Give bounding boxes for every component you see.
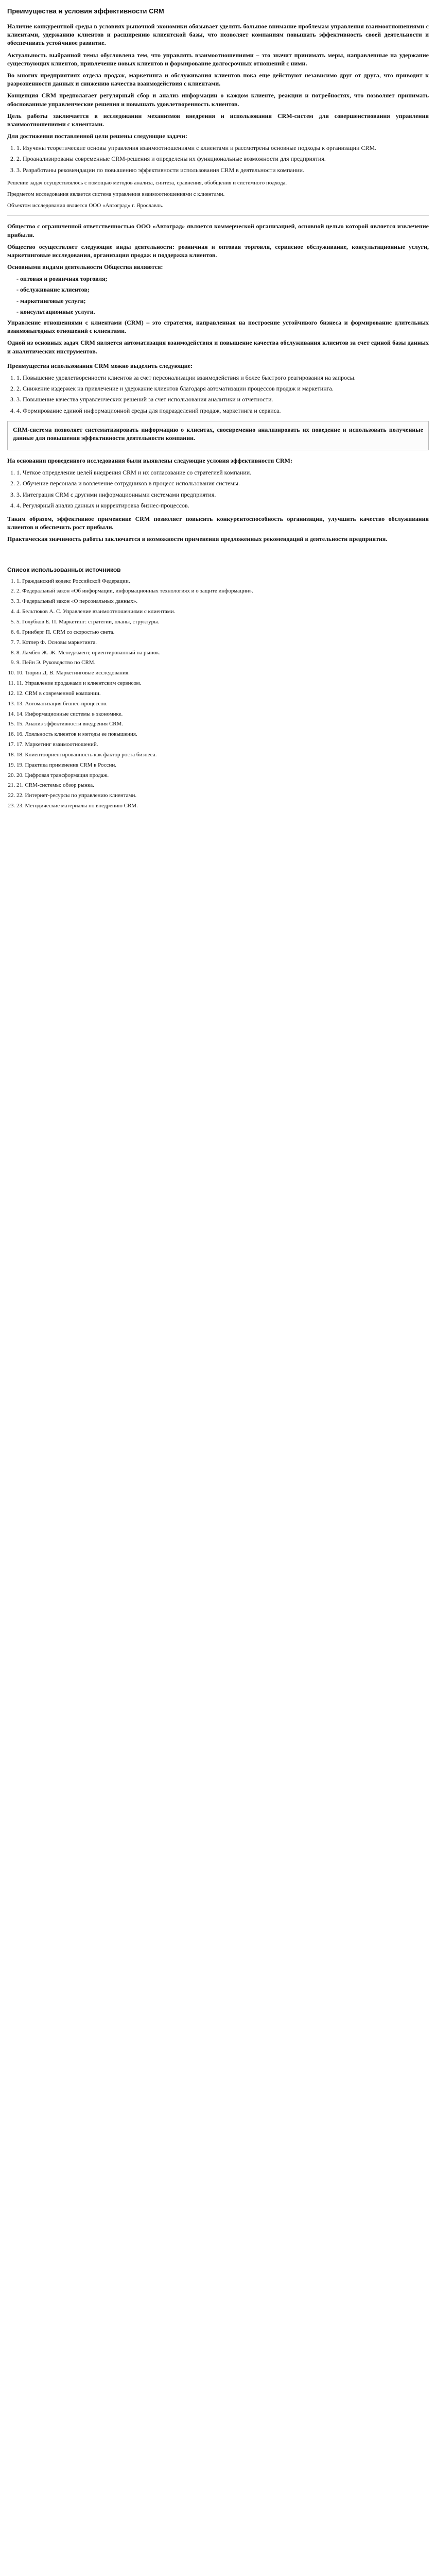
source-item-15: 15. 15. Анализ эффективности внедрения CRM. — [16, 720, 429, 728]
source-item-19: 19. 19. Практика применения CRM в России. — [16, 761, 429, 769]
source-item-13: 13. 13. Автоматизация бизнес-процессов. — [16, 700, 429, 708]
intro-paragraph-1: Наличие конкурентной среды в условиях рыночной экономики обязывает уделять большое внимание проблемам управления взаимоотношениями с клиентами, удержанию клиентов и расширению клиентской базы, что позволяет компаниям повышать эффективность своей деятельности и обеспечивать устойчивое развитие. — [7, 23, 429, 47]
source-item-16: 16. 16. Лояльность клиентов и методы ее повышения. — [16, 731, 429, 738]
efficiency-item-3: 3. 3. Интеграция CRM с другими информационными системами предприятия. — [16, 490, 429, 499]
source-item-21: 21. 21. CRM-системы: обзор рынка. — [16, 782, 429, 789]
research-object-note: Предметом исследования является система управления взаимоотношениями с клиентами. — [7, 191, 225, 197]
organization-paragraph-2: Общество осуществляет следующие виды деятельности: розничная и оптовая торговля, сервисное обслуживание, консультационные услуги, маркетинговые исследования, организация продаж и поддержка клиентов. — [7, 243, 429, 259]
sources-title: Список использованных источников — [7, 566, 121, 573]
source-item-9: 9. 9. Пейн Э. Руководство по CRM. — [16, 659, 429, 667]
source-item-20: 20. 20. Цифровая трансформация продаж. — [16, 772, 429, 779]
source-item-14: 14. 14. Информационные системы в экономике. — [16, 710, 429, 718]
organization-paragraph-1: Общество с ограниченной ответственностью ООО «Автоград» является коммерческой организацией, основной целью которой является извлечение прибыли. — [7, 223, 429, 239]
benefit-item-1: 1. 1. Повышение удовлетворенности клиентов за счет персонализации взаимодействия и более быстрого реагирования на запросы. — [16, 374, 429, 382]
task-item-3: 3. 3. Разработаны рекомендации по повышению эффективности использования CRM в деятельности компании. — [16, 166, 429, 174]
intro-paragraph-5: Цель работы заключается в исследовании механизмов внедрения и использования CRM-систем для совершенствования управления взаимоотношениями с клиентами. — [7, 112, 429, 128]
source-item-22: 22. 22. Интернет-ресурсы по управлению клиентами. — [16, 792, 429, 800]
intro-section — [7, 22, 429, 209]
methods-note: Решение задач осуществлялось с помощью методов анализа, синтеза, сравнения, обобщения и системного подхода. — [7, 179, 287, 186]
organization-section — [7, 222, 429, 355]
source-item-11: 11. 11. Управление продажами и клиентским сервисом. — [16, 680, 429, 687]
efficiency-item-1: 1. 1. Четкое определение целей внедрения CRM и их согласование со стратегией компании. — [16, 468, 429, 477]
highlight-box — [7, 421, 429, 450]
organization-activity-2: - обслуживание клиентов; — [16, 286, 90, 294]
source-item-10: 10. 10. Тюрин Д. В. Маркетинговые исследования. — [16, 669, 429, 677]
source-item-1: 1. 1. Гражданский кодекс Российской Федерации. — [16, 578, 429, 585]
highlight-text: CRM-система позволяет систематизировать информацию о клиентах, своевременно анализировать их поведение и использовать полученные данные для повышения эффективности деятельности компании. — [13, 426, 423, 442]
benefits-list — [7, 374, 429, 415]
task-item-1: 1. 1. Изучены теоретические основы управления взаимоотношениями с клиентами и рассмотрены основные подходы к организации CRM. — [16, 144, 429, 152]
efficiency-paragraph-1: Таким образом, эффективное применение CRM позволяет повысить конкурентоспособность организации, улучшить качество обслуживания клиентов и обеспечить рост прибыли. — [7, 515, 429, 531]
efficiency-intro: На основании проведенного исследования были выявлены следующие условия эффективности CRM: — [7, 457, 292, 465]
efficiency-section — [7, 456, 429, 544]
intro-paragraph-2: Актуальность выбранной темы обусловлена тем, что управлять взаимоотношениями – это значит принимать меры, направленные на удержание существующих клиентов, привлечение новых клиентов и формирование долгосрочных отношений с ними. — [7, 51, 429, 67]
organization-activity-1: - оптовая и розничная торговля; — [16, 275, 108, 283]
benefit-item-4: 4. 4. Формирование единой информационной среды для подразделений продаж, маркетинга и сервиса. — [16, 406, 429, 415]
task-item-2: 2. 2. Проанализированы современные CRM-решения и определены их функциональные возможности для предприятия. — [16, 155, 429, 163]
source-item-7: 7. 7. Котлер Ф. Основы маркетинга. — [16, 639, 429, 647]
organization-paragraph-5: Одной из основных задач CRM является автоматизация взаимодействия и повышение качества обслуживания клиентов за счет единой базы данных и аналитических инструментов. — [7, 339, 429, 355]
intro-paragraph-6: Для достижения поставленной цели решены следующие задачи: — [7, 132, 187, 140]
subject-note: Объектом исследования является ООО «Автоград» г. Ярославль. — [7, 202, 164, 209]
source-item-3: 3. 3. Федеральный закон «О персональных данных». — [16, 598, 429, 605]
source-item-6: 6. 6. Гринберг П. CRM со скоростью света. — [16, 629, 429, 636]
organization-paragraph-3: Основными видами деятельности Общества являются: — [7, 263, 163, 271]
page-title: Преимущества и условия эффективности CRM — [7, 7, 164, 15]
section-divider-1 — [7, 215, 429, 216]
efficiency-paragraph-2: Практическая значимость работы заключается в возможности применения предложенных рекомендаций в деятельности предприятия. — [7, 535, 388, 543]
benefits-intro: Преимущества использования CRM можно выделить следующие: — [7, 362, 193, 369]
bottom-spacer — [7, 812, 429, 824]
source-item-12: 12. 12. CRM в современной компании. — [16, 690, 429, 698]
source-item-8: 8. 8. Ламбен Ж.-Ж. Менеджмент, ориентированный на рынок. — [16, 649, 429, 657]
spacer-before-sources — [7, 550, 429, 558]
organization-activity-4: - консультационные услуги. — [16, 308, 95, 315]
source-item-18: 18. 18. Клиентоориентированность как фактор роста бизнеса. — [16, 751, 429, 759]
source-item-4: 4. 4. Бельтюков А. С. Управление взаимоотношениями с клиентами. — [16, 608, 429, 616]
efficiency-item-4: 4. 4. Регулярный анализ данных и корректировка бизнес-процессов. — [16, 501, 429, 510]
organization-activity-3: - маркетинговые услуги; — [16, 297, 86, 304]
organization-activities-list — [7, 275, 429, 316]
benefit-item-3: 3. 3. Повышение качества управленческих решений за счет использования аналитики и отчетности. — [16, 395, 429, 403]
organization-paragraph-4: Управление отношениями с клиентами (CRM) – это стратегия, направленная на построение устойчивого бизнеса и формирование длительных взаимовыгодных отношений с клиентами. — [7, 319, 429, 335]
intro-paragraph-4: Концепция CRM предполагает регулярный сбор и анализ информации о каждом клиенте, реакции и потребностях, что позволяет принимать обоснованные управленческие решения и повышать удовлетворенность клиентов. — [7, 92, 429, 108]
source-item-5: 5. 5. Голубков Е. П. Маркетинг: стратегии, планы, структуры. — [16, 618, 429, 626]
tasks-list — [7, 144, 429, 174]
source-item-17: 17. 17. Маркетинг взаимоотношений. — [16, 741, 429, 749]
sources-list — [7, 578, 429, 810]
efficiency-list — [7, 468, 429, 510]
benefits-section — [7, 362, 429, 415]
efficiency-item-2: 2. 2. Обучение персонала и вовлечение сотрудников в процесс использования системы. — [16, 479, 429, 487]
intro-paragraph-3: Во многих предприятиях отдела продаж, маркетинга и обслуживания клиентов пока еще действуют независимо друг от друга, что приводит к разрозненности данных и снижению качества взаимодействия с клиентами. — [7, 71, 429, 88]
benefit-item-2: 2. 2. Снижение издержек на привлечение и удержание клиентов благодаря автоматизации процессов продаж и маркетинга. — [16, 384, 429, 393]
source-item-23: 23. 23. Методические материалы по внедрению CRM. — [16, 802, 429, 810]
source-item-2: 2. 2. Федеральный закон «Об информации, информационных технологиях и о защите информации». — [16, 587, 429, 595]
